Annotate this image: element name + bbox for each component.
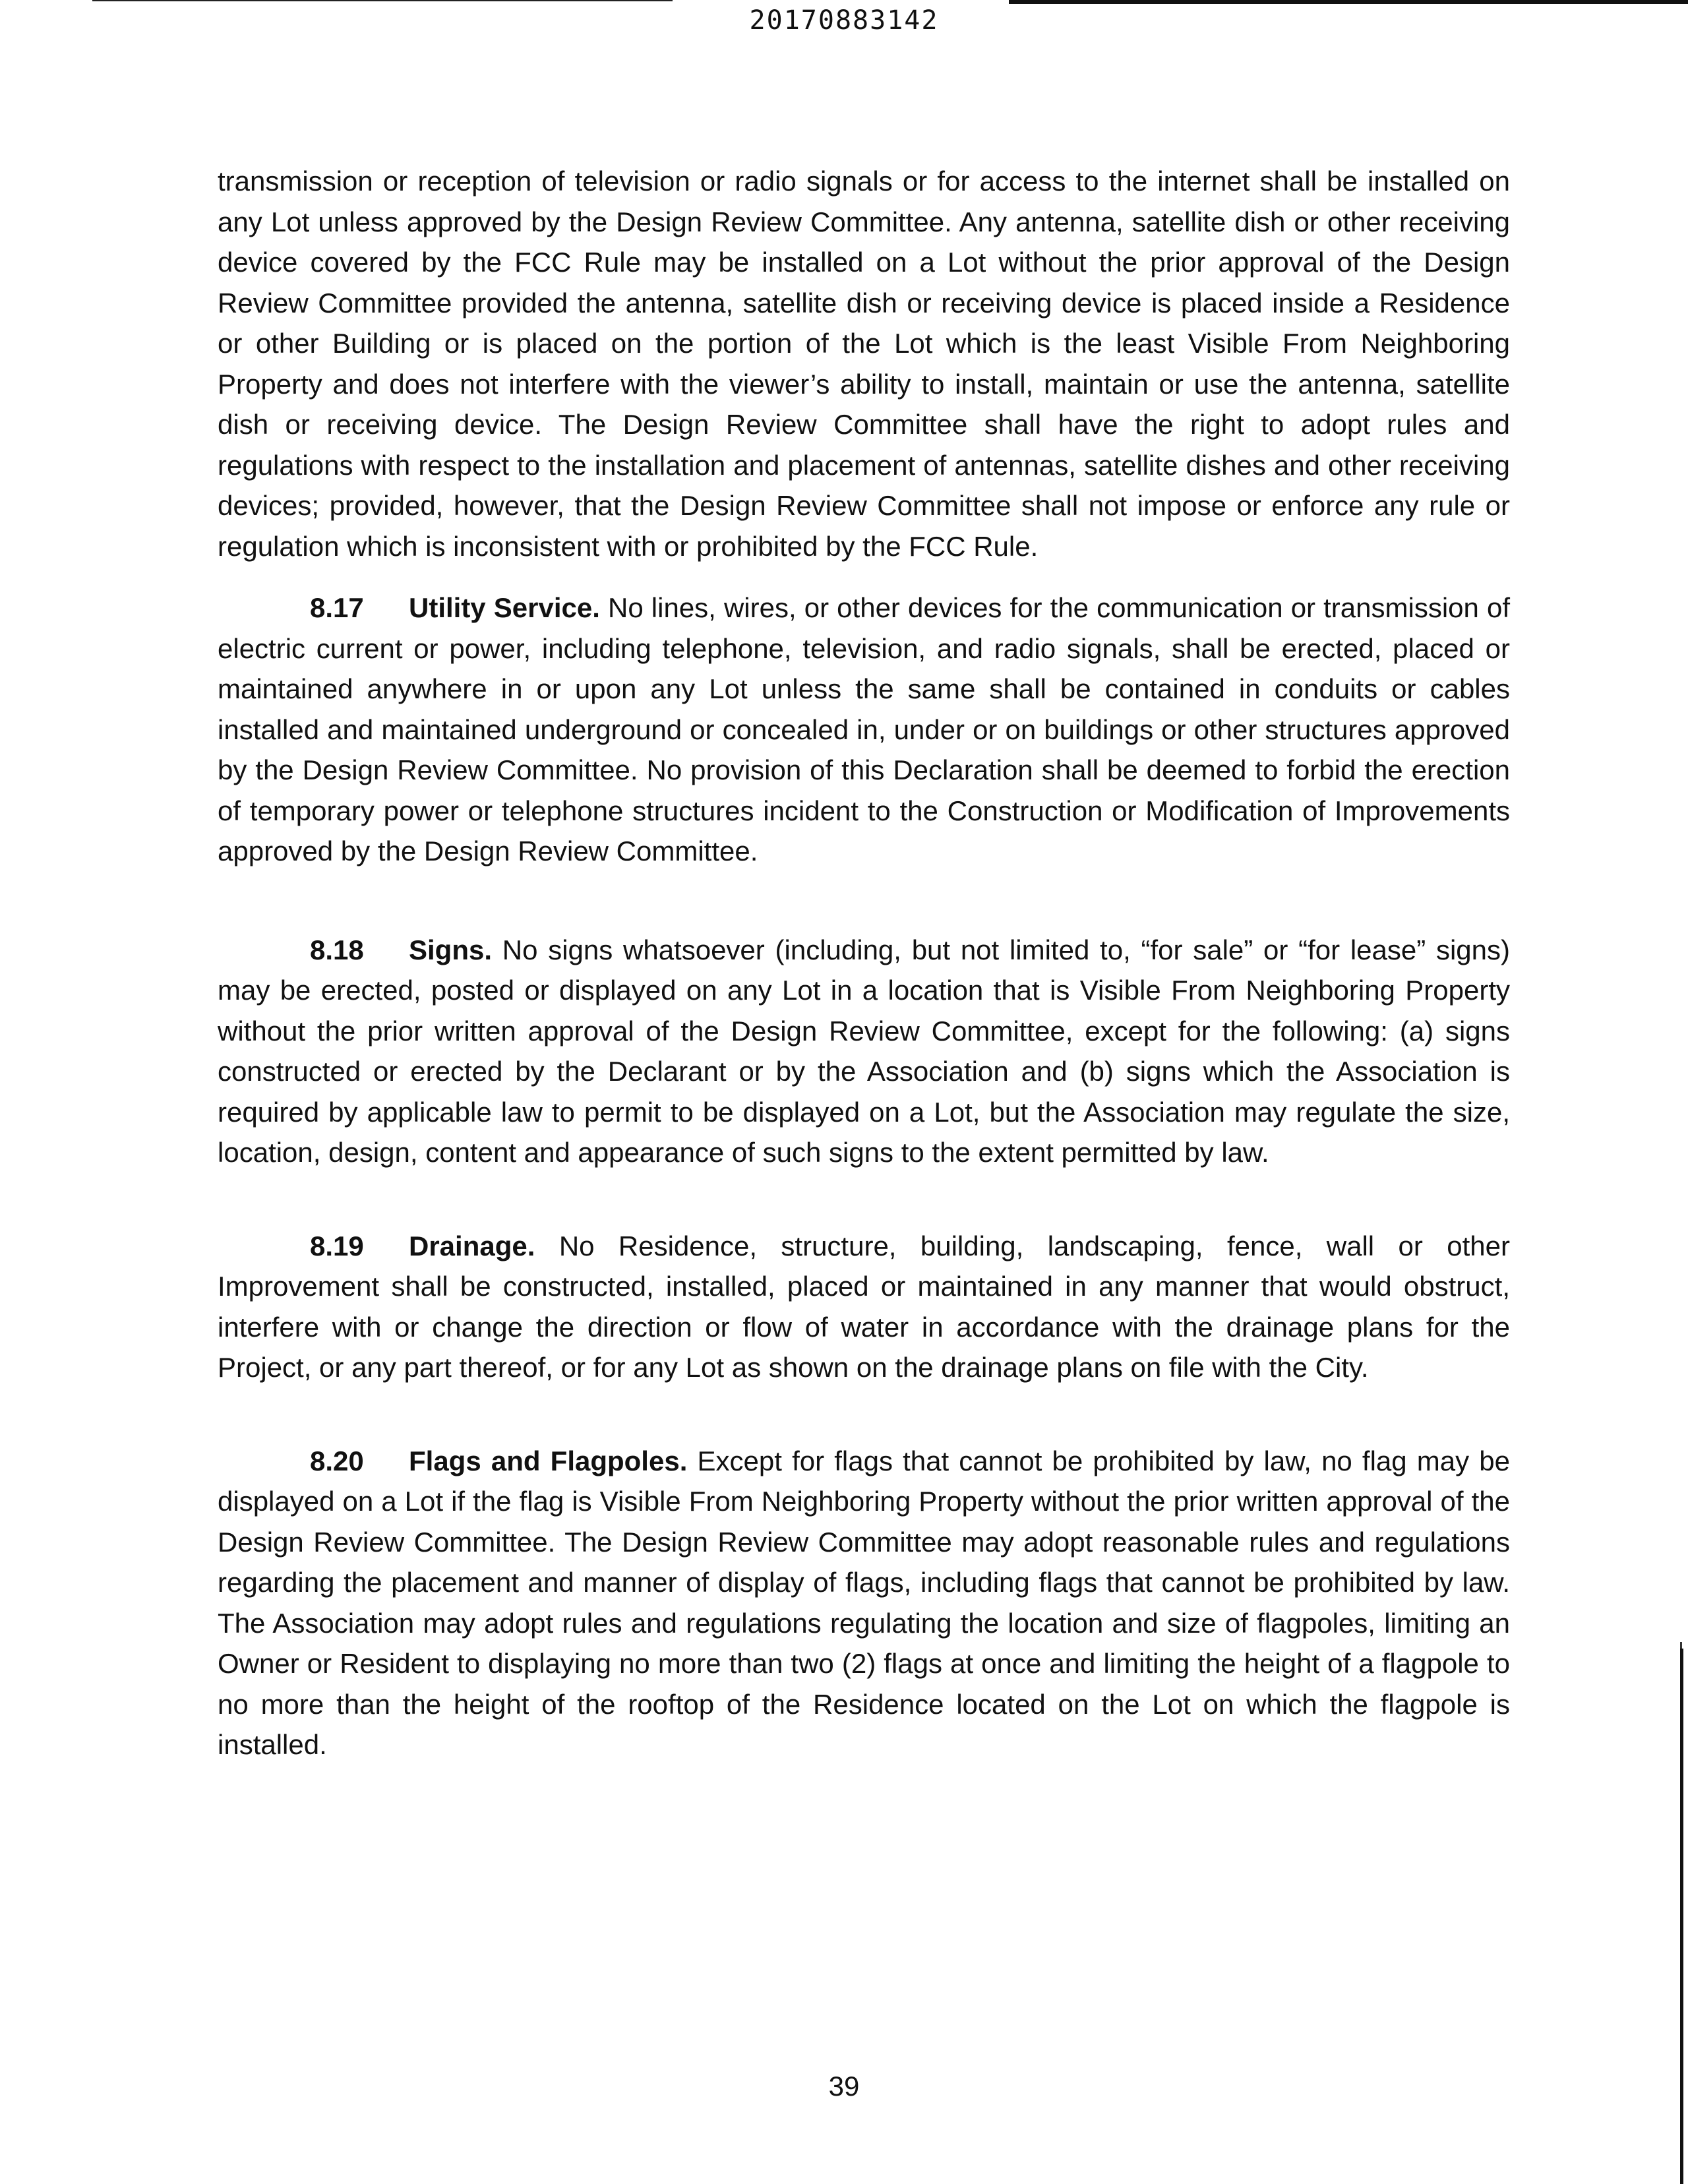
section-8-19 — [218, 1226, 1510, 1388]
section-title: Drainage. — [409, 1230, 535, 1261]
scan-edge-line — [1680, 1649, 1683, 2184]
section-text: Except for flags that cannot be prohibited by law, no flag may be displayed on a Lot if the flag is Visible From Neighboring Property without the prior written approval of the Design Review Committee. The Design Review Committee may adopt reasonable rules and regulations regarding the placement and manner of display of flags, including flags that cannot be prohibited by law. The Association may adopt rules and regulations regulating the location and size of flagpoles, limiting an Owner or Resident to displaying no more than two (2) flags at once and limiting the height of a flagpole to no more than the height of the rooftop of the Residence located on the Lot on which the flagpole is installed. — [218, 1445, 1511, 1760]
page-number: 39 — [828, 2071, 860, 2102]
section-text: No signs whatsoever (including, but not limited to, “for sale” or “for lease” signs) may be erected, posted or displayed on any Lot in a location that is Visible From Neighboring Property without the prior written approval of the Design Review Committee, except for the following: (a) signs constructed or erected by the Declarant or by the Association and (b) signs which the Association is required by applicable law to permit to be displayed on a Lot, but the Association may regulate the size, location, design, content and appearance of such signs to the extent permitted by law. — [218, 934, 1511, 1168]
section-text: No lines, wires, or other devices for the communication or transmission of electric current or power, including telephone, television, and radio signals, shall be erected, placed or maintained anywhere in or upon any Lot unless the same shall be contained in conduits or cables installed and maintained underground or concealed in, under or on buildings or other structures approved by the Design Review Committee. No provision of this Declaration shall be deemed to forbid the erection of temporary power or telephone structures incident to the Construction or Modification of Improvements approved by the Design Review Committee. — [218, 592, 1511, 866]
section-title: Flags and Flagpoles. — [409, 1445, 688, 1476]
scan-top-rule-left — [92, 0, 673, 1]
section-8-20 — [218, 1441, 1510, 1765]
document-body — [218, 161, 1510, 1765]
scan-top-rule-right — [1009, 0, 1688, 4]
section-text: No Residence, structure, building, landscaping, fence, wall or other Improvement shall be constructed, installed, placed or maintained in any manner that would obstruct, interfere with or change the direction or flow of water in accordance with the drainage plans for the Project, or any part thereof, or for any Lot as shown on the drainage plans on file with the City. — [218, 1230, 1510, 1383]
section-title: Utility Service. — [409, 592, 600, 623]
section-number: 8.20 — [310, 1445, 364, 1476]
section-number: 8.18 — [310, 934, 364, 965]
section-8-18 — [218, 930, 1510, 1173]
section-number: 8.17 — [310, 592, 364, 623]
section-title: Signs. — [409, 934, 493, 965]
section-number: 8.19 — [310, 1230, 364, 1261]
document-number: 20170883142 — [749, 5, 939, 36]
intro-paragraph: transmission or reception of television or radio signals or for access to the internet shall be installed on any Lot unless approved by the Design Review Committee. Any antenna, satellite dish or other receiving device covered by the FCC Rule may be installed on a Lot without the prior approval of the Design Review Committee provided the antenna, satellite dish or receiving device is placed inside a Residence or other Building or is placed on the portion of the Lot which is the least Visible From Neighboring Property and does not interfere with the viewer’s ability to install, maintain or use the antenna, satellite dish or receiving device. The Design Review Committee shall have the right to adopt rules and regulations with respect to the installation and placement of antennas, satellite dishes and other receiving devices; provided, however, that the Design Review Committee shall not impose or enforce any rule or regulation which is inconsistent with or prohibited by the FCC Rule. — [218, 166, 1510, 562]
section-8-17 — [218, 588, 1510, 872]
